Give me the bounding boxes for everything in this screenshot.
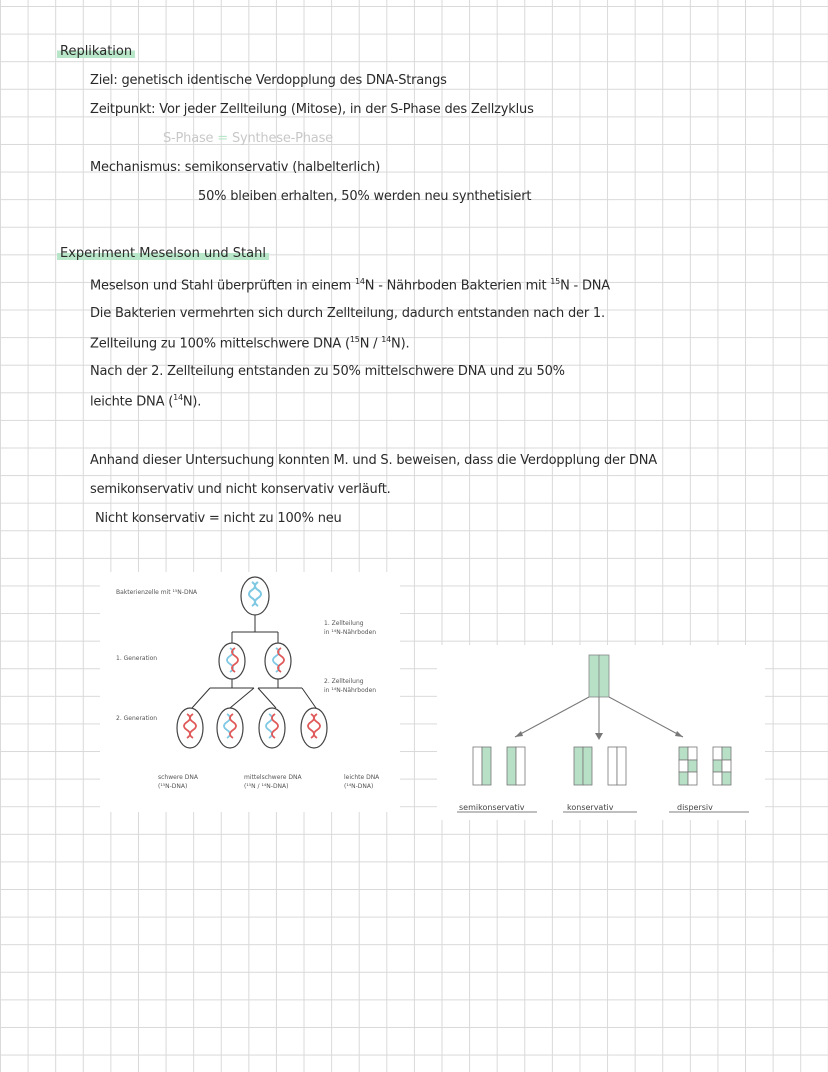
exp-line-1-part-c: N - DNA [560,278,610,294]
parent-cell [241,577,269,615]
new-strand [516,747,525,785]
label-semikonservativ: semikonservativ [459,803,525,812]
label-generation-2: 2. Generation [116,715,158,722]
old-strand [482,747,491,785]
label-division-2: 2. Zellteilung [324,678,364,685]
exp-line-5-part-a: leichte DNA ( [90,394,174,410]
gen1-cell [219,643,245,679]
legend-light-dna: leichte DNA [344,774,380,781]
old-strand [574,747,583,785]
exp-line-3-part-c: N). [391,336,410,352]
old-strand [583,747,592,785]
gen2-cell-medium [259,708,285,748]
gen2-cell-medium [217,708,243,748]
old-strand [507,747,516,785]
exp-line-5-part-b: N). [182,394,202,410]
label-generation-1: 1. Generation [116,655,158,662]
conclusion-line-1: Anhand dieser Untersuchung konnten M. und S. beweisen, dass die Verdopplung der DNA [90,453,657,468]
exp-line-1-part-a: Meselson und Stahl überprüften in einem [90,278,355,294]
meselson-stahl-figure [100,572,400,812]
legend-medium-dna-isotope: (¹⁵N / ¹⁴N-DNA) [244,783,289,790]
isotope-15-sup: 15 [349,335,360,344]
sphase-equals: = [217,131,228,146]
label-division-2-medium: in ¹⁴N-Nährboden [324,687,377,694]
legend-light-dna-isotope: (¹⁴N-DNA) [344,783,374,790]
note-line: Nicht konservativ = nicht zu 100% neu [95,511,342,526]
dispersive-dna-2 [713,747,731,785]
isotope-14-sup: 14 [173,393,183,402]
label-division-1: 1. Zellteilung [324,620,364,627]
label-konservativ: konservativ [567,803,614,812]
new-strand [617,747,626,785]
isotope-14-sup: 14 [354,277,365,286]
conclusion-line-2: semikonservativ und nicht konservativ verläuft. [90,482,391,497]
dispersive-dna-1 [679,747,697,785]
gen2-cell-light [177,708,203,748]
gen2-cell-light [301,708,327,748]
sphase-term: S-Phase [163,131,214,146]
arrow-head-icon [675,731,683,737]
label-division-1-medium: in ¹⁴N-Nährboden [324,629,377,636]
replication-models-diagram [437,645,765,820]
new-strand [473,747,482,785]
label-parent-cell: Bakterienzelle mit ¹⁵N-DNA [116,589,198,596]
exp-line-5 [90,393,201,409]
exp-line-1 [90,277,610,293]
arrow-head-icon [595,733,603,740]
heading-experiment-text: Experiment Meselson und Stahl [60,246,266,261]
heading-experiment [57,246,269,261]
exp-line-3-part-b: N / [359,336,382,352]
legend-heavy-dna: schwere DNA [158,774,198,781]
replication-models-figure [437,645,765,820]
heading-replikation [57,44,135,59]
ziel-line: Ziel: genetisch identische Verdopplung des DNA-Strangs [90,73,447,88]
label-dispersiv: dispersiv [677,803,713,812]
detail-line: 50% bleiben erhalten, 50% werden neu synthetisiert [198,189,532,204]
sphase-note [163,131,333,146]
arrow-head-icon [515,731,523,737]
mechanismus-line: Mechanismus: semikonservativ (halbelterlich) [90,160,381,175]
cell-division-diagram [100,572,400,812]
exp-line-1-part-b: N - Nährboden Bakterien mit [364,278,551,294]
exp-line-3-part-a: Zellteilung zu 100% mittelschwere DNA ( [90,336,350,352]
parent-strand-old [589,655,599,697]
legend-heavy-dna-isotope: (¹⁵N-DNA) [158,783,188,790]
parent-strand-old [599,655,609,697]
heading-replikation-text: Replikation [60,44,133,59]
new-strand [608,747,617,785]
isotope-14-sup: 14 [381,335,392,344]
gen1-cell [265,643,291,679]
exp-line-4: Nach der 2. Zellteilung entstanden zu 50% mittelschwere DNA und zu 50% [90,364,565,379]
exp-line-2: Die Bakterien vermehrten sich durch Zellteilung, dadurch entstanden nach der 1. [90,306,605,321]
zeitpunkt-line: Zeitpunkt: Vor jeder Zellteilung (Mitose), in der S-Phase des Zellzyklus [90,102,534,117]
exp-line-3 [90,335,409,351]
sphase-definition: Synthese-Phase [231,131,333,146]
isotope-15-sup: 15 [550,277,561,286]
legend-medium-dna: mittelschwere DNA [244,774,302,781]
